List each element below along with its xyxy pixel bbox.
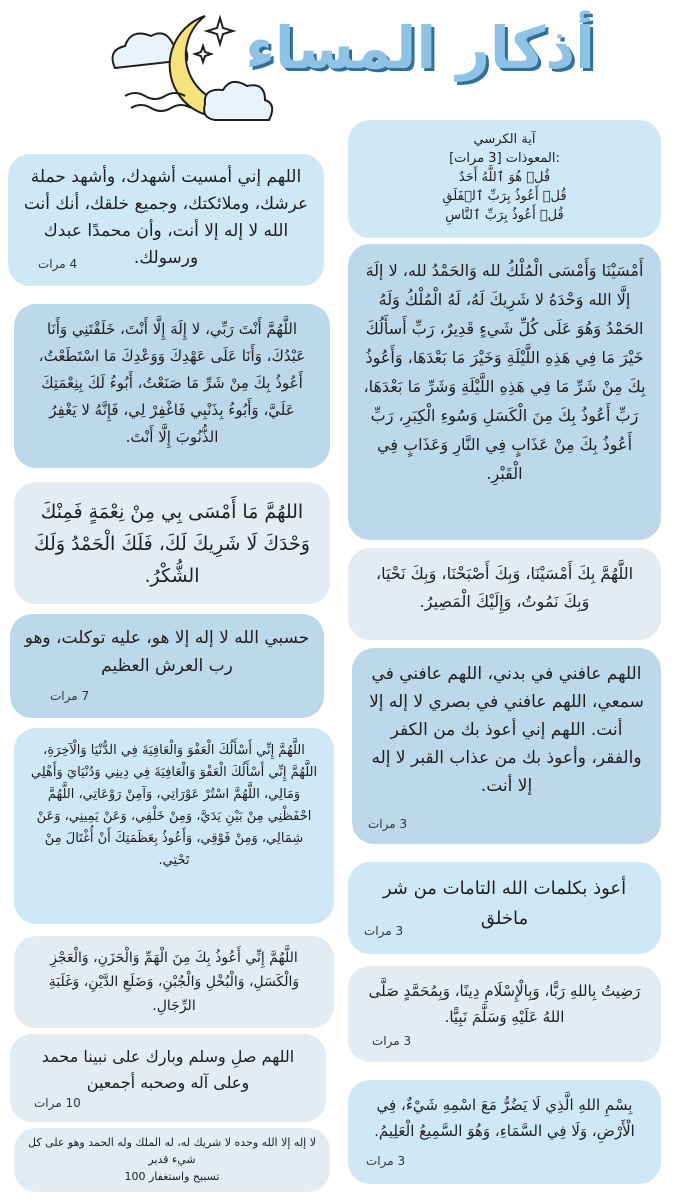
card-text: أعوذ بكلمات الله التامات من شر ماخلق [382,878,627,929]
repeat-count: 3 مرات [368,817,408,831]
repeat-count: 7 مرات [50,689,90,703]
header [0,0,675,120]
card-ashhaduk [8,154,324,286]
card-salat [10,1034,326,1122]
repeat-count: 3 مرات [366,1154,406,1168]
repeat-count: 4 مرات [38,257,78,271]
card-radeetu [348,966,661,1062]
card-bismillah [348,1080,661,1184]
card-text: اللَّهُمَّ أَنْتَ رَبِّي، لا إِلَهَ إِلَّا أَنْتَ، خَلَقْتَنِي وَأَنَا عَبْدُكَ، وَأَنَا عَلَى عَهْدِكَ وَوَعْدِكَ مَا اسْتَطَعْتُ، أَعُوذُ بِكَ مِنْ شَرِّ مَا صَنَعْتُ، أَبُوءُ لَكَ بِنِعْمَتِكَ عَلَيَّ، وَأَبُوءُ بِذَنْبِي فَاغْفِرْ لِي، فَإِنَّهُ لا يَغْفِرُ الذُّنُوبَ إِلَّا أَنْتَ. [38,320,306,446]
card-text: لا إله إلا الله وحده لا شريك له، له الملك وله الحمد وهو على كل شيء قدير تسبيح واستغفار 100 [27,1136,316,1183]
card-text: أَمْسَيْنَا وَأَمْسَى الْمُلْكُ لله وَالحَمْدُ لله، لا إلَهَ إلَّا الله وَحْدَهُ لا شَرِيكَ لَهُ، لَهُ الْمُلْكُ وَلَهُ الحَمْدُ وَهُوَ عَلَى كُلِّ شَيءٍ قَدِيرٌ، رَبِّ أَسأَلُكَ خَيْرَ مَا فِي هَذِهِ اللَّيْلَةِ وَخَيْرَ مَا بَعْدَهَا، وَأَعُوذُ بِكَ مِنْ شَرِّ مَا فِي هَذِهِ اللَّيْلَةِ وَشَرِّ مَا بَعْدَهَا، رَبِّ أَعُوذُ بِكَ مِنَ الْكَسَلِ وَسُوءِ الْكِبَرِ، رَبِّ أَعُوذُ بِكَ مِنْ عَذَابٍ فِي النَّارِ وَعَذَابٍ فِي الْقَبْرِ. [363,261,646,483]
card-sayyid [14,304,330,468]
repeat-count: 3 مرات [372,1034,412,1048]
card-kalimat [348,862,661,954]
card-text: اللهم صلِ وسلم وبارك على نبينا محمد وعلى آله وصحبه أجمعين [41,1047,295,1092]
repeat-count: 10 مرات [34,1096,81,1110]
card-hamm [14,936,334,1028]
card-ayat-kursi [348,120,661,238]
card-bika [348,548,661,640]
card-text: رَضِيتُ بِاللهِ رَبًّا، وَبِالْإِسْلَامِ دِينًا، وَبِمُحَمَّدٍ صَلَّى اللهُ عَلَيْهِ وَسَلَّمَ نَبِيًّا. [368,982,641,1026]
card-afw [14,728,334,924]
page-title: أذكار المساء [245,14,595,82]
card-text: آية الكرسي :المعوذات [3 مرات] قُلۡ هُوَ ٱللَّهُ أَحَدٌ قُلۡ أَعُوذُ بِرَبِّ ٱلۡفَلَقِ قُلۡ أَعُوذُ بِرَبِّ ٱلنَّاسِ [442,132,567,223]
card-text: بِسْمِ اللهِ الَّذِي لَا يَضُرُّ مَعَ اسْمِهِ شَيْءٌ، فِي الْأَرْضِ، وَلَا فِي السَّمَاءِ، وَهُوَ السَّمِيعُ الْعَلِيمُ. [374,1096,635,1140]
card-hasbi [10,614,324,718]
card-text: اللَّهُمَّ إِنِّي أَسْأَلُكَ الْعَفْوَ وَالْعَافِيَةَ فِي الدُّنْيَا وَالْآخِرَةِ، اللَّهُمَّ إِنِّي أَسْأَلُكَ الْعَفْوَ وَالْعَافِيَةَ فِي دِينِي وَدُنْيَايَ وَأَهْلِي وَمَالِي، اللَّهُمَّ اسْتُرْ عَوْرَاتِي، وَآمِنْ رَوْعَاتِي، اللَّهُمَّ احْفَظْنِي مِنْ بَيْنِ يَدَيَّ، وَمِنْ خَلْفِي، وَعَنْ يَمِينِي، وَعَنْ شِمَالِي، وَمِنْ فَوْقِي، وَأَعُوذُ بِعَظَمَتِكَ أَنْ أُغْتَالَ مِنْ تَحْتِي. [30,743,318,868]
card-text: اللَّهُمَّ إِنِّي أَعُوذُ بِكَ مِنَ الْهَمِّ وَالْحَزَنِ، وَالْعَجْزِ وَالْكَسَلِ، وَالْبُخْلِ وَالْجُبْنِ، وَضَلَعِ الدَّيْنِ، وَغَلَبَةِ الرِّجَالِ. [48,950,300,1014]
repeat-count: 3 مرات [364,924,404,938]
card-text: حسبي الله لا إله إلا هو، عليه توكلت، وهو رب العرش العظيم [24,628,310,676]
card-text: اللَّهُمَّ بِكَ أَمْسَيْنَا، وَبِكَ أَصْبَحْنَا، وَبِكَ نَحْيَا، وَبِكَ نَمُوتُ، وَإِلَيْكَ الْمَصِيرُ. [375,564,634,611]
card-text: اللهم إني أمسيت أشهدك، وأشهد حملة عرشك، وملائكتك، وجميع خلقك، أنك أنت الله لا إله إلا أنت، وأن محمدًا عبدك ورسولك. [23,167,309,268]
card-tahleel [14,1128,330,1192]
card-afini [352,648,661,844]
card-text: اللهم عافني في بدني، اللهم عافني في سمعي، اللهم عافني في بصري لا إله إلا أنت. اللهم إني أعوذ بك من الكفر والفقر، وأعوذ بك من عذاب القبر لا إله إلا أنت. [369,664,644,796]
card-nimah [14,482,330,604]
card-amsayna [348,244,661,540]
card-text: اللهُمَّ مَا أَمْسَى بِي مِنْ نِعْمَةٍ فَمِنْكَ وَحْدَكَ لَا شَرِيكَ لَكَ، فَلَكَ الْحَمْدُ وَلَكَ الشُّكْرُ. [34,501,310,587]
